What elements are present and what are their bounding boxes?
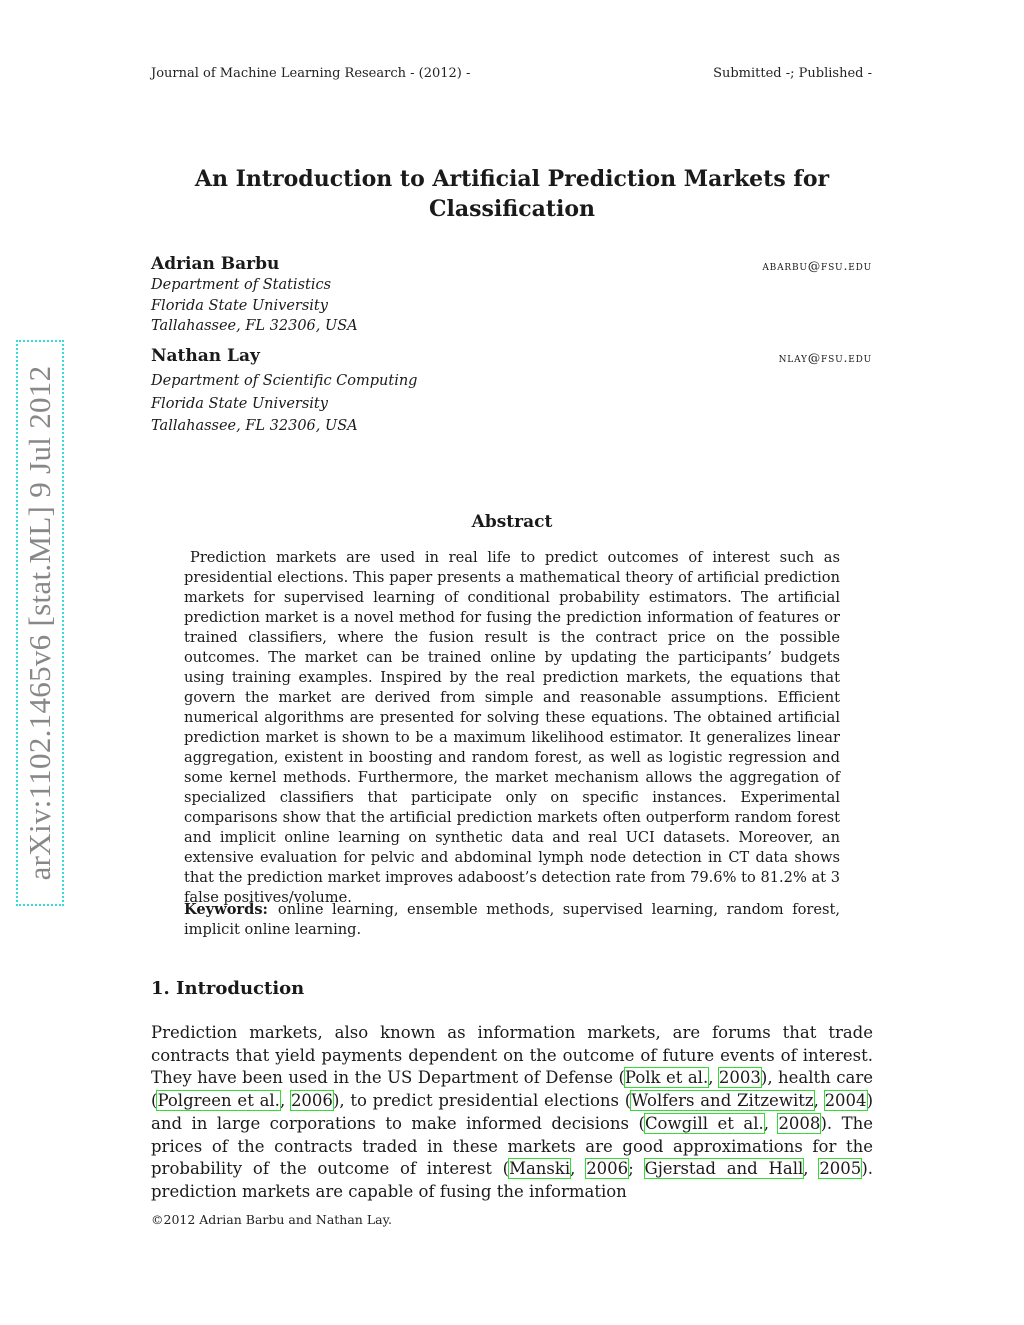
- section-heading: 1. Introduction: [151, 978, 305, 999]
- intro-text: ,: [708, 1068, 719, 1088]
- citation-year-link[interactable]: 2006: [290, 1091, 333, 1111]
- abstract-text: Prediction markets are used in real life to predict outcomes of interest such as presidential elections. This paper presents a mathematical theory of artificial prediction markets for supervised learning of conditional probability estimators. The artificial prediction market is a novel method for fusing the prediction information of features or trained classifiers, where the fusion result is the contract price on the possible outcomes. The market can be trained online by updating the participants’ budgets using training examples. Inspired by the real prediction markets, the equations that govern the market are derived from simple and reasonable assumptions. Efficient numerical algorithms are presented for solving these equations. The obtained artificial prediction market is shown to be a maximum likelihood estimator. It generalizes linear aggregation, existent in boosting and random forest, as well as logistic regression and some kernel methods. Furthermore, the market mechanism allows the aggregation of specialized classifiers that participate only on specific instances. Experimental comparisons show that the artificial prediction markets often outperform random forest and implicit online learning on synthetic data and real UCI datasets. Moreover, an extensive evaluation for pelvic and abdominal lymph node detection in CT data shows that the prediction market improves adaboost’s detection rate from 79.6% to 81.2% at 3 false positives/volume.: [184, 549, 840, 906]
- citation-link[interactable]: Gjerstad and Hall: [644, 1159, 804, 1179]
- title-line-1: An Introduction to Artificial Prediction Markets for: [194, 166, 830, 192]
- citation-link[interactable]: Cowgill et al.: [644, 1113, 764, 1133]
- title-line-2: Classification: [428, 196, 596, 222]
- intro-paragraph: [151, 1022, 873, 1204]
- affiliation-line: Tallahassee, FL 32306, USA: [151, 318, 358, 334]
- keywords: [184, 900, 840, 940]
- intro-text: ) and in large corporations to make informed decisions (: [151, 1091, 873, 1133]
- citation-year-link[interactable]: 2006: [586, 1159, 629, 1179]
- intro-text: ), health care (: [151, 1068, 873, 1111]
- citation-year-link[interactable]: 2005: [819, 1159, 862, 1179]
- affiliation-line: Department of Scientific Computing: [151, 373, 418, 389]
- affiliation-line: Department of Statistics: [151, 277, 332, 293]
- citation-link[interactable]: Wolfers and Zitzewitz: [631, 1091, 814, 1111]
- author-name-2: Nathan Lay: [151, 346, 260, 366]
- citation-year-link[interactable]: 2003: [718, 1068, 761, 1088]
- keywords-text: online learning, ensemble methods, supervised learning, random forest, implicit online learning.: [184, 901, 840, 938]
- intro-text: ,: [279, 1091, 291, 1111]
- arxiv-stamp-link[interactable]: [16, 340, 64, 906]
- author-email-2[interactable]: nlay@fsu.edu: [778, 350, 872, 365]
- arxiv-stamp-text: arXiv:1102.1465v6 [stat.ML] 9 Jul 2012: [22, 365, 57, 881]
- intro-text: ,: [813, 1091, 825, 1111]
- citation-link[interactable]: Polk et al.: [624, 1068, 709, 1088]
- journal-header: Journal of Machine Learning Research - (2012) -: [151, 66, 471, 81]
- affiliation-line: Tallahassee, FL 32306, USA: [151, 418, 358, 434]
- copyright-footer: ©2012 Adrian Barbu and Nathan Lay.: [151, 1212, 392, 1227]
- intro-text: ,: [570, 1159, 587, 1179]
- intro-text: Prediction markets, also known as information markets, are forums that trade contracts that yield payments dependent on the outcome of future events of interest. They have been used in the US Department of Defense (: [151, 1023, 873, 1088]
- author-name-1: Adrian Barbu: [151, 254, 280, 274]
- citation-year-link[interactable]: 2004: [824, 1091, 867, 1111]
- intro-text: ,: [763, 1113, 779, 1133]
- intro-text: ,: [803, 1159, 820, 1179]
- intro-text: ). The prices of the contracts traded in these markets are good approximations for the probability of the outcome of interest (: [151, 1113, 873, 1179]
- paper-title: [140, 164, 884, 224]
- author-affiliation-2: [151, 370, 417, 438]
- keywords-label: Keywords:: [184, 901, 268, 918]
- intro-text: ), to predict presidential elections (: [332, 1091, 632, 1111]
- intro-text: ). prediction markets are capable of fusing the information: [151, 1159, 873, 1201]
- citation-year-link[interactable]: 2008: [778, 1113, 821, 1133]
- intro-text: ;: [628, 1159, 645, 1179]
- abstract-heading: Abstract: [471, 512, 553, 532]
- submission-status: Submitted -; Published -: [713, 66, 872, 81]
- citation-link[interactable]: Polgreen et al.: [157, 1091, 280, 1111]
- affiliation-line: Florida State University: [151, 297, 328, 314]
- author-email-1[interactable]: abarbu@fsu.edu: [762, 258, 872, 273]
- affiliation-line: Florida State University: [151, 395, 328, 412]
- citation-link[interactable]: Manski: [509, 1159, 571, 1179]
- author-affiliation-1: [151, 275, 358, 337]
